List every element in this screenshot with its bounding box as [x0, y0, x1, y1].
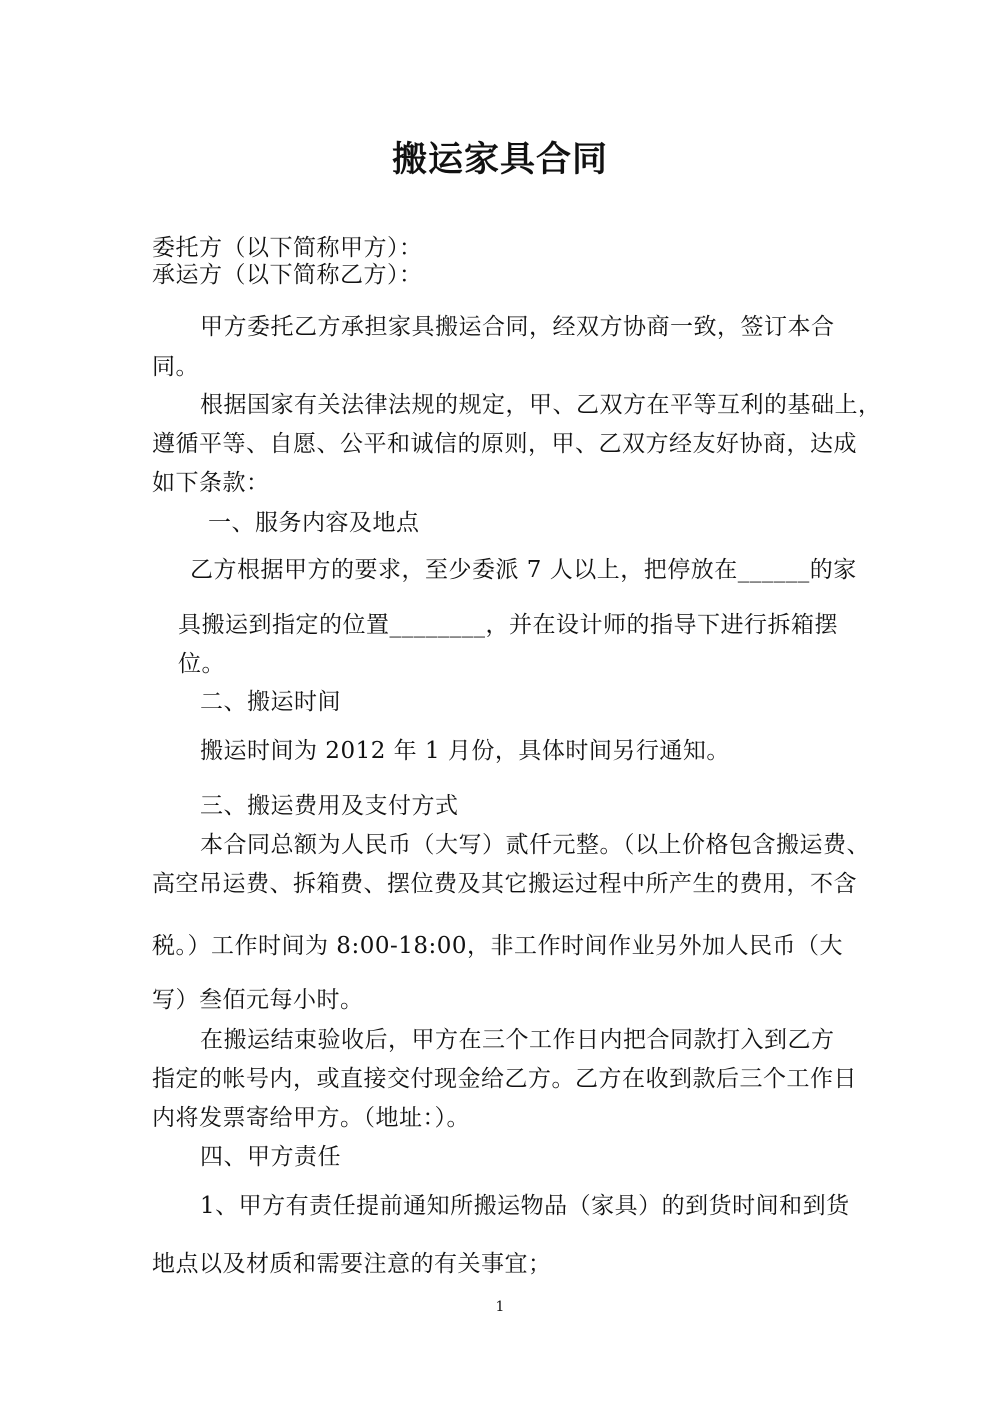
party-a-line: 委托方（以下简称甲方）：	[152, 235, 423, 261]
section-3-p2-line-2: 指定的帐号内，或直接交付现金给乙方。乙方在收到款后三个工作日	[152, 1066, 857, 1092]
section-4-item-1-line-1: 1、甲方有责任提前通知所搬运物品（家具）的到货时间和到货	[200, 1193, 850, 1219]
page-number: 1	[495, 1299, 505, 1315]
section-1-heading: 一、服务内容及地点	[208, 510, 420, 536]
intro-line-2: 同。	[152, 354, 199, 380]
section-2-heading: 二、搬运时间	[200, 689, 341, 715]
section-1-line-1: 乙方根据甲方的要求，至少委派 7 人以上，把停放在______的家	[190, 557, 857, 583]
basis-line-3: 如下条款：	[152, 470, 270, 496]
section-3-p2-line-1: 在搬运结束验收后，甲方在三个工作日内把合同款打入到乙方	[200, 1027, 835, 1053]
page-title: 搬运家具合同	[391, 140, 608, 180]
section-3-p2-line-3: 内将发票寄给甲方。（地址：）。	[152, 1105, 470, 1131]
intro-line-1: 甲方委托乙方承担家具搬运合同，经双方协商一致，签订本合	[200, 314, 835, 340]
basis-line-1: 根据国家有关法律法规的规定，甲、乙双方在平等互利的基础上，	[200, 392, 882, 418]
section-4-item-1-line-2: 地点以及材质和需要注意的有关事宜；	[152, 1251, 552, 1277]
section-3-p1-line-2: 高空吊运费、拆箱费、摆位费及其它搬运过程中所产生的费用，不含	[152, 871, 857, 897]
section-3-p1-line-3: 税。）工作时间为 8:00-18:00，非工作时间作业另外加人民币（大	[152, 933, 844, 959]
section-1-line-3: 位。	[178, 651, 225, 677]
section-3-heading: 三、搬运费用及支付方式	[200, 793, 459, 819]
section-1-line-2: 具搬运到指定的位置________，并在设计师的指导下进行拆箱摆	[178, 612, 838, 638]
section-4-heading: 四、甲方责任	[200, 1144, 341, 1170]
section-2-line-1: 搬运时间为 2012 年 1 月份，具体时间另行通知。	[200, 738, 730, 764]
basis-line-2: 遵循平等、自愿、公平和诚信的原则，甲、乙双方经友好协商，达成	[152, 431, 857, 457]
party-b-line: 承运方（以下简称乙方）：	[152, 262, 423, 288]
section-3-p1-line-1: 本合同总额为人民币（大写）贰仟元整。（以上价格包含搬运费、	[200, 832, 870, 858]
section-3-p1-line-4: 写）叁佰元每小时。	[152, 987, 364, 1013]
